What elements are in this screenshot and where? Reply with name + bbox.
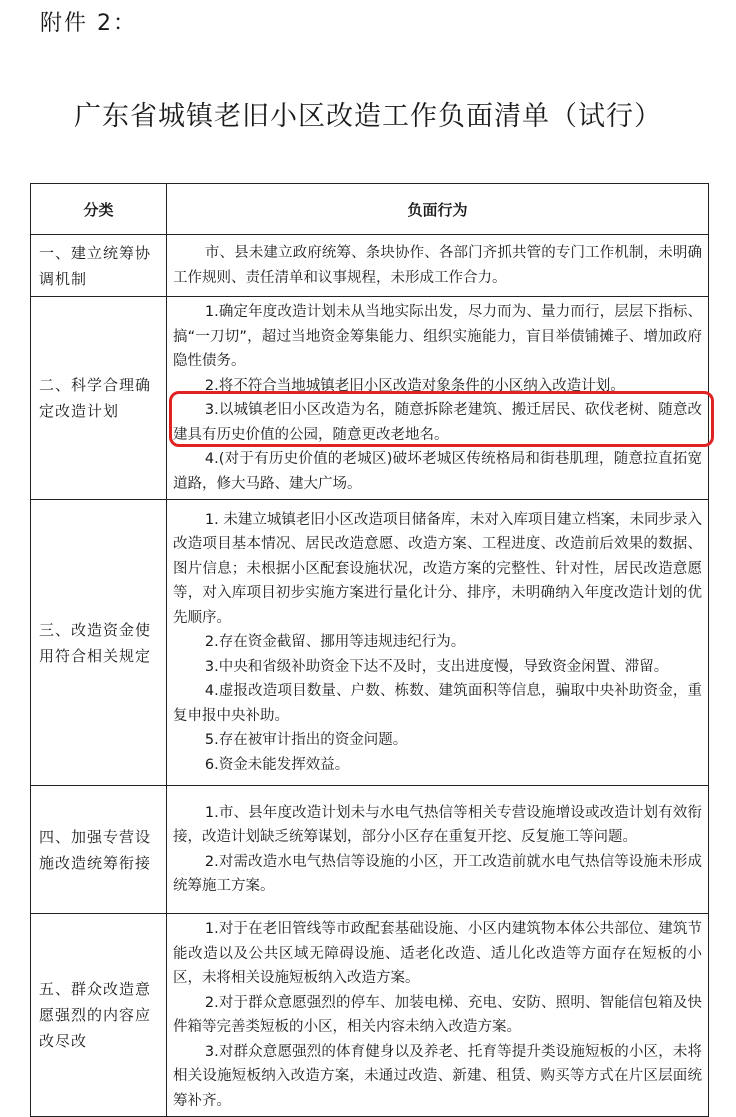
behavior-item: 1.对于在老旧管线等市政配套基础设施、小区内建筑物本体公共部位、建筑节能改造以及公共区域无障碍设施、适老化改造、适儿化改造等方面存在短板的小区，未将相关设施短板纳入改造方案。 [173, 921, 702, 986]
behavior-item: 6.资金未能发挥效益。 [204, 756, 350, 773]
table-row [31, 297, 709, 500]
row-category: 二、科学合理确定改造计划 [31, 297, 167, 500]
behavior-item: 1.确定年度改造计划未从当地实际出发，尽力而为、量力而行，层层下指标、搞“一刀切”，超过当地资金筹集能力、组织实施能力，盲目举债铺摊子、增加政府隐性债务。 [173, 304, 702, 369]
behavior-item: 市、县未建立政府统筹、条块协作、各部门齐抓共管的专门工作机制，未明确工作规则、责任清单和议事规程，未形成工作合力。 [173, 245, 702, 286]
behavior-item: 3.对群众意愿强烈的体育健身以及养老、托育等提升类设施短板的小区，未将相关设施短板纳入改造方案，未通过改造、新建、租赁、购买等方式在片区层面统筹补齐。 [173, 1043, 702, 1109]
header-behavior: 负面行为 [167, 184, 709, 235]
behavior-item: 2.将不符合当地城镇老旧小区改造对象条件的小区纳入改造计划。 [204, 377, 625, 394]
behavior-item: 1.市、县年度改造计划未与水电气热信等相关专营设施增设或改造计划有效衔接，改造计划缺乏统筹谋划，部分小区存在重复开挖、反复施工等问题。 [173, 804, 702, 845]
row-behaviors [167, 786, 709, 914]
table-row [31, 500, 709, 786]
row-behaviors [167, 914, 709, 1117]
behavior-item: 4.虚报改造项目数量、户数、栋数、建筑面积等信息，骗取中央补助资金，重复申报中央补助。 [173, 683, 702, 724]
behavior-item-highlighted: 3.以城镇老旧小区改造为名，随意拆除老建筑、搬迁居民、砍伐老树、随意改建具有历史价值的公园，随意更改老地名。 [173, 402, 702, 443]
table-row [31, 235, 709, 297]
document-title: 广东省城镇老旧小区改造工作负面清单（试行） [74, 101, 662, 132]
behavior-item: 2.对需改造水电气热信等设施的小区，开工改造前就水电气热信等设施未形成统筹施工方案。 [173, 853, 702, 894]
table-row [31, 914, 709, 1117]
negative-list-table [30, 183, 709, 1117]
behavior-item: 2.对于群众意愿强烈的停车、加装电梯、充电、安防、照明、智能信包箱及快件箱等完善类短板的小区，相关内容未纳入改造方案。 [173, 994, 702, 1035]
row-category: 五、群众改造意愿强烈的内容应改尽改 [31, 914, 167, 1117]
row-behaviors [167, 297, 709, 500]
row-behaviors [167, 500, 709, 786]
behavior-item: 3.中央和省级补助资金下达不及时，支出进度慢，导致资金闲置、滞留。 [204, 658, 669, 675]
behavior-item: 2.存在资金截留、挪用等违规违纪行为。 [204, 634, 466, 651]
row-category: 三、改造资金使用符合相关规定 [31, 500, 167, 786]
attachment-label: 附件 2： [40, 11, 137, 36]
behavior-item: 5.存在被审计指出的资金问题。 [204, 732, 408, 749]
row-category: 一、建立统筹协调机制 [31, 235, 167, 297]
table-row [31, 786, 709, 914]
row-category: 四、加强专营设施改造统筹衔接 [31, 786, 167, 914]
table-header-row [31, 184, 709, 235]
header-category: 分类 [31, 184, 167, 235]
row-behaviors [167, 235, 709, 297]
behavior-item: 4.(对于有历史价值的老城区)破坏老城区传统格局和街巷肌理，随意拉直拓宽道路，修大马路、建大广场。 [173, 451, 702, 492]
behavior-item: 1. 未建立城镇老旧小区改造项目储备库，未对入库项目建立档案，未同步录入改造项目基本情况、居民改造意愿、改造方案、工程进度、改造前后效果的数据、图片信息；未根据小区配套设施状况，改造方案的完整性、针对性，居民改造意愿等，对入库项目初步实施方案进行量化计分、排序，未明确纳入年度改造计划的优先顺序。 [173, 511, 702, 626]
